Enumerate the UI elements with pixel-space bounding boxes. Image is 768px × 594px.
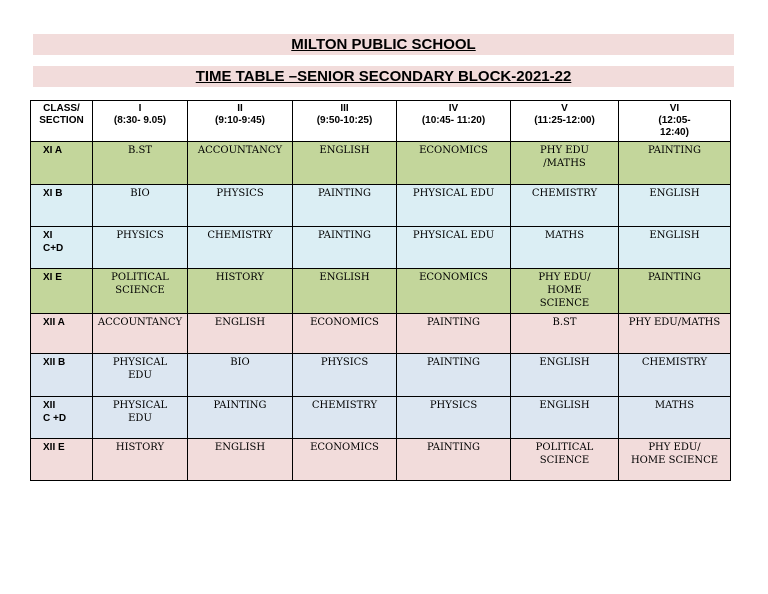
period-5-subject-cell: CHEMISTRY [511, 185, 619, 227]
period-1-subject-cell: PHYSICAL EDU [93, 397, 188, 439]
period-6-subject-cell: PHY EDU/ HOME SCIENCE [619, 439, 731, 481]
period-4-subject-cell: PAINTING [397, 314, 511, 354]
class-section-cell: XII A [31, 314, 93, 354]
period-2-subject-cell: PHYSICS [188, 185, 293, 227]
period-3-subject-cell: CHEMISTRY [293, 397, 397, 439]
period-1-subject-cell: HISTORY [93, 439, 188, 481]
period-4-subject-cell: PHYSICAL EDU [397, 185, 511, 227]
period-3-subject-cell: ENGLISH [293, 269, 397, 314]
period-3-subject-cell: ECONOMICS [293, 439, 397, 481]
period-1-subject-cell: POLITICAL SCIENCE [93, 269, 188, 314]
period-5-subject-cell: B.ST [511, 314, 619, 354]
class-section-cell: XII C +D [31, 397, 93, 439]
period-5-subject-cell: PHY EDU /MATHS [511, 142, 619, 185]
period-3-subject-cell: PHYSICS [293, 354, 397, 397]
class-section-cell: XII E [31, 439, 93, 481]
period-2-subject-cell: CHEMISTRY [188, 227, 293, 269]
period-4-subject-cell: PHYSICAL EDU [397, 227, 511, 269]
period-6-subject-cell: MATHS [619, 397, 731, 439]
header-period-1: I (8:30- 9.05) [93, 101, 188, 142]
class-section-cell: XI A [31, 142, 93, 185]
period-3-subject-cell: PAINTING [293, 227, 397, 269]
header-period-4: IV (10:45- 11:20) [397, 101, 511, 142]
header-row [31, 101, 731, 142]
table-row [31, 185, 731, 227]
period-6-subject-cell: PAINTING [619, 142, 731, 185]
table-row [31, 314, 731, 354]
period-1-subject-cell: PHYSICS [93, 227, 188, 269]
period-5-subject-cell: POLITICAL SCIENCE [511, 439, 619, 481]
timetable [30, 100, 731, 481]
period-2-subject-cell: ENGLISH [188, 439, 293, 481]
header-period-3: III (9:50-10:25) [293, 101, 397, 142]
table-row [31, 397, 731, 439]
period-5-subject-cell: MATHS [511, 227, 619, 269]
period-1-subject-cell: B.ST [93, 142, 188, 185]
period-6-subject-cell: PAINTING [619, 269, 731, 314]
period-5-subject-cell: ENGLISH [511, 354, 619, 397]
header-period-2: II (9:10-9:45) [188, 101, 293, 142]
school-name-banner [33, 34, 734, 55]
header-class-section: CLASS/ SECTION [31, 101, 93, 142]
period-1-subject-cell: ACCOUNTANCY [93, 314, 188, 354]
table-row [31, 354, 731, 397]
header-period-6: VI (12:05- 12:40) [619, 101, 731, 142]
period-2-subject-cell: BIO [188, 354, 293, 397]
period-4-subject-cell: PAINTING [397, 439, 511, 481]
period-4-subject-cell: ECONOMICS [397, 142, 511, 185]
period-6-subject-cell: PHY EDU/MATHS [619, 314, 731, 354]
period-2-subject-cell: ENGLISH [188, 314, 293, 354]
period-1-subject-cell: PHYSICAL EDU [93, 354, 188, 397]
period-2-subject-cell: HISTORY [188, 269, 293, 314]
class-section-cell: XII B [31, 354, 93, 397]
timetable-title-banner [33, 66, 734, 87]
class-section-cell: XI B [31, 185, 93, 227]
school-name: MILTON PUBLIC SCHOOL [291, 36, 476, 53]
table-row [31, 227, 731, 269]
period-6-subject-cell: CHEMISTRY [619, 354, 731, 397]
period-1-subject-cell: BIO [93, 185, 188, 227]
period-5-subject-cell: ENGLISH [511, 397, 619, 439]
table-row [31, 439, 731, 481]
class-section-cell: XI E [31, 269, 93, 314]
period-5-subject-cell: PHY EDU/ HOME SCIENCE [511, 269, 619, 314]
header-period-5: V (11:25-12:00) [511, 101, 619, 142]
class-section-cell: XI C+D [31, 227, 93, 269]
period-4-subject-cell: PHYSICS [397, 397, 511, 439]
period-2-subject-cell: ACCOUNTANCY [188, 142, 293, 185]
period-3-subject-cell: ENGLISH [293, 142, 397, 185]
period-6-subject-cell: ENGLISH [619, 227, 731, 269]
table-row [31, 142, 731, 185]
table-row [31, 269, 731, 314]
period-3-subject-cell: PAINTING [293, 185, 397, 227]
period-6-subject-cell: ENGLISH [619, 185, 731, 227]
period-2-subject-cell: PAINTING [188, 397, 293, 439]
period-4-subject-cell: ECONOMICS [397, 269, 511, 314]
period-3-subject-cell: ECONOMICS [293, 314, 397, 354]
period-4-subject-cell: PAINTING [397, 354, 511, 397]
timetable-title: TIME TABLE –SENIOR SECONDARY BLOCK-2021-22 [195, 68, 572, 85]
